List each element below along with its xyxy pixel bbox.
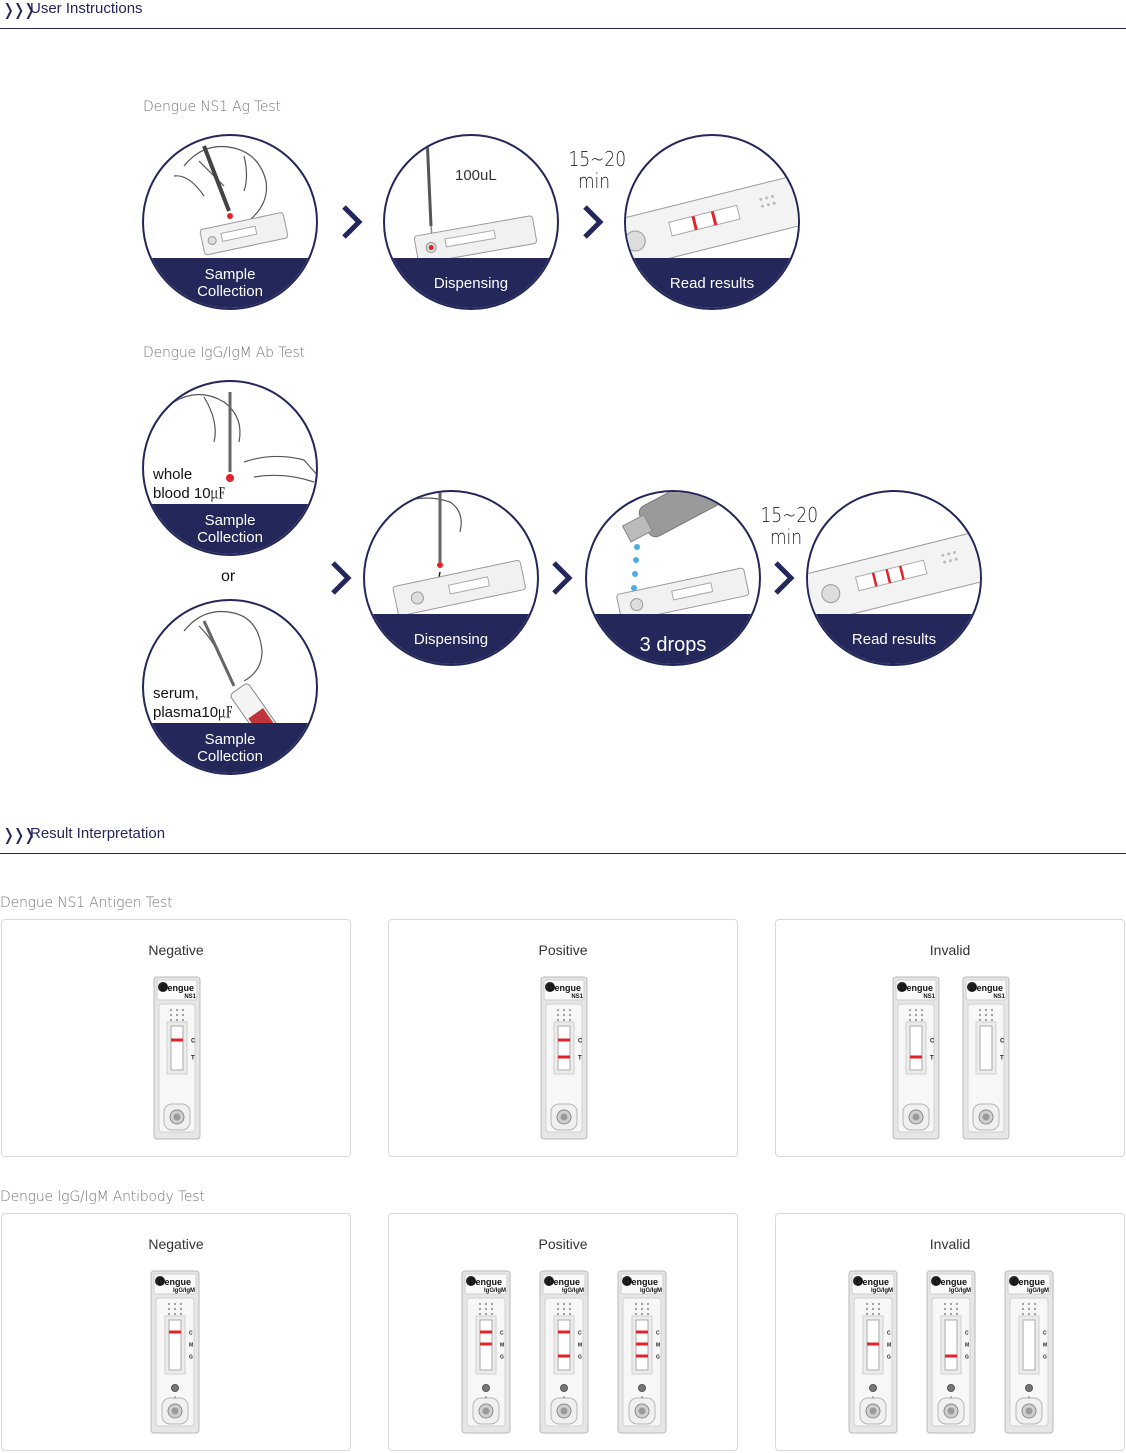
cassette-ns1 [540,976,588,1145]
mark-label-C: C [578,1330,582,1337]
brand-label: Dengue [161,983,195,993]
step-label: Read results [851,631,937,648]
brand-label: Dengue [900,983,934,993]
test-cassette-icon [1004,1270,1054,1434]
step-read-results [806,490,982,666]
sub-label: IgG/IgM [1027,1288,1049,1294]
mark-label-M: M [965,1342,970,1349]
brand-label: Dengue [970,983,1004,993]
mark-label-M: M [500,1342,505,1349]
step-read-results [624,134,800,310]
step-dispensing [363,490,539,666]
test-line-C [558,1039,570,1042]
step-label: Sample Collection [197,731,263,765]
ns1-test-label: Dengue NS1 Ag Test [143,99,281,115]
volume-label: 100uL [455,167,497,184]
brand-label: Dengue [547,1277,581,1287]
test-cassette-icon [150,1270,200,1434]
mark-label-C: C [656,1330,660,1337]
mark-label-M: M [887,1342,892,1349]
mark-label-C: C [965,1330,969,1337]
mark-label-M: M [189,1342,194,1349]
chevron-right-icon [341,205,363,239]
mark-label-C: C [191,1038,196,1045]
brand-label: Dengue [934,1277,968,1287]
card-title: Positive [538,942,588,958]
step-label: Sample Collection [197,512,263,546]
sub-label: NS1 [923,994,935,1000]
cassette-ns1 [153,976,201,1145]
sample-note: whole blood 10㎌ [153,466,226,502]
test-line-T [910,1056,922,1059]
brand-label: Dengue [548,983,582,993]
section-header-interpretation [0,825,1126,854]
step-label: Read results [669,275,755,292]
brand-label: Dengue [1012,1277,1046,1287]
sub-label: IgG/IgM [949,1288,971,1294]
test-line-G [636,1355,648,1358]
chevron-right-icon [551,561,573,595]
sub-label: IgG/IgM [562,1288,584,1294]
card-title: Negative [148,1236,204,1252]
mark-label-C: C [887,1330,891,1337]
test-cassette-icon [461,1270,511,1434]
mark-label-C: C [189,1330,193,1337]
test-line-C [169,1331,181,1334]
cassette-ns1 [892,976,940,1145]
brand-label: Dengue [856,1277,890,1287]
sub-label: IgG/IgM [484,1288,506,1294]
test-line-C [558,1331,570,1334]
step-sample-collection-serum [142,599,318,775]
igg-results-label: Dengue IgG/IgM Antibody Test [0,1189,205,1205]
test-cassette-icon [962,976,1010,1140]
mark-label-G: G [887,1354,891,1361]
sub-label: NS1 [571,994,583,1000]
chevron-icon: ❭❭❭ [2,0,34,19]
card-title: Invalid [929,1236,971,1252]
mark-label-C: C [578,1038,583,1045]
chevron-right-icon [330,561,352,595]
section-title: Result Interpretation [30,825,166,842]
step-sample-collection [142,134,318,310]
sub-label: IgG/IgM [173,1288,195,1294]
test-cassette-icon [540,976,588,1140]
mark-label-G: G [500,1354,504,1361]
sub-label: IgG/IgM [871,1288,893,1294]
cassette-igg [848,1270,898,1439]
test-line-C [480,1331,492,1334]
test-cassette-icon [848,1270,898,1434]
incubation-time: 15~20 min [760,503,819,549]
mark-label-T: T [191,1055,195,1062]
result-card-igg-negative [1,1213,351,1451]
mark-label-G: G [965,1354,969,1361]
mark-label-G: G [578,1354,582,1361]
incubation-time: 15~20 min [568,147,627,193]
result-card-ns1-invalid [775,919,1125,1157]
sub-label: NS1 [993,994,1005,1000]
test-line-M [867,1343,879,1346]
cassette-igg [926,1270,976,1439]
step-sample-collection-whole-blood [142,380,318,556]
test-line-G [945,1355,957,1358]
cassette-igg [539,1270,589,1439]
mark-label-M: M [1043,1342,1048,1349]
sub-label: IgG/IgM [640,1288,662,1294]
mark-label-C: C [930,1038,935,1045]
result-card-igg-positive [388,1213,738,1451]
result-card-ns1-negative [1,919,351,1157]
mark-label-T: T [930,1055,934,1062]
card-title: Positive [538,1236,588,1252]
brand-label: Dengue [625,1277,659,1287]
result-card-igg-invalid [775,1213,1125,1451]
section-title: User Instructions [30,0,143,17]
test-cassette-icon [892,976,940,1140]
ns1-results-label: Dengue NS1 Antigen Test [0,895,173,911]
chevron-right-icon [582,205,604,239]
step-buffer-drops [585,490,761,666]
sample-note: serum, plasma10㎌ [153,685,234,721]
card-title: Negative [148,942,204,958]
step-label: Dispensing [433,275,509,292]
igg-test-label: Dengue IgG/IgM Ab Test [143,345,305,361]
chevron-right-icon [773,561,795,595]
step-dispensing [383,134,559,310]
mark-label-G: G [656,1354,660,1361]
mark-label-G: G [189,1354,193,1361]
step-label: Dispensing [413,631,489,648]
test-line-C [171,1039,183,1042]
test-cassette-icon [153,976,201,1140]
test-line-G [558,1355,570,1358]
step-label: 3 drops [639,634,707,656]
result-card-ns1-positive [388,919,738,1157]
step-label: Sample Collection [197,266,263,300]
mark-label-T: T [1000,1055,1004,1062]
cassette-igg [150,1270,200,1439]
or-text: or [221,568,236,585]
brand-label: Dengue [469,1277,503,1287]
cassette-ns1 [962,976,1010,1145]
cassette-igg [617,1270,667,1439]
mark-label-T: T [578,1055,582,1062]
brand-label: Dengue [158,1277,192,1287]
mark-label-G: G [1043,1354,1047,1361]
test-cassette-icon [617,1270,667,1434]
mark-label-M: M [578,1342,583,1349]
mark-label-C: C [1043,1330,1047,1337]
test-cassette-icon [539,1270,589,1434]
mark-label-M: M [656,1342,661,1349]
test-cassette-icon [926,1270,976,1434]
cassette-igg [1004,1270,1054,1439]
section-header-instructions [0,0,1126,29]
test-line-M [480,1343,492,1346]
cassette-igg [461,1270,511,1439]
test-line-T [558,1056,570,1059]
test-line-C [636,1331,648,1334]
sub-label: NS1 [184,994,196,1000]
chevron-icon: ❭❭❭ [2,825,34,844]
card-title: Invalid [929,942,971,958]
mark-label-C: C [500,1330,504,1337]
mark-label-C: C [1000,1038,1005,1045]
test-line-M [636,1343,648,1346]
